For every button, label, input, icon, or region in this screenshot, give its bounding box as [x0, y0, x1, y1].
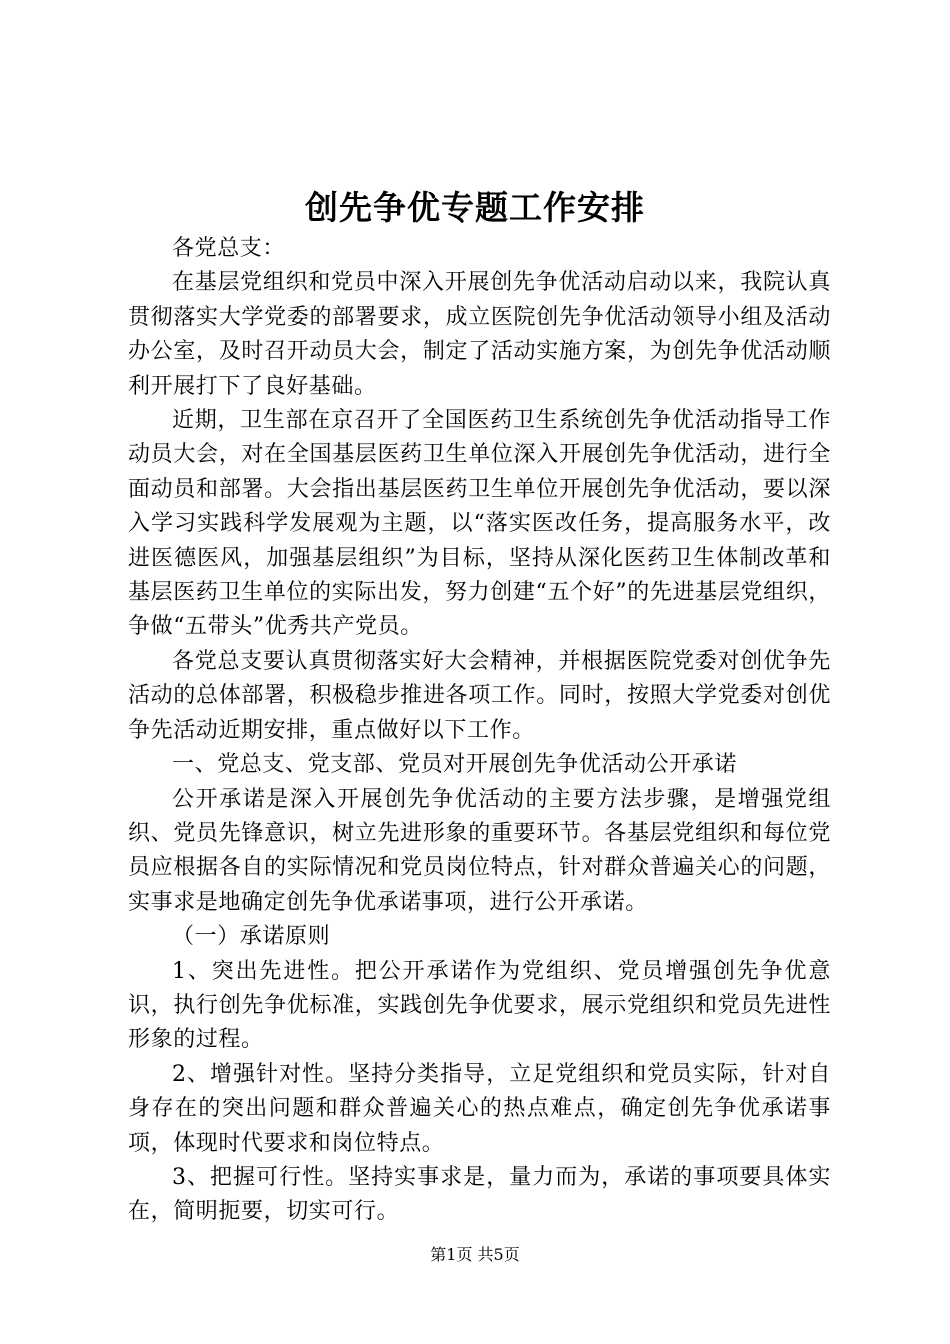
list-item: 2、增强针对性。坚持分类指导，立足党组织和党员实际，针对自身存在的突出问题和群众普遍关心的热点难点，确定创先争优承诺事项，体现时代要求和岗位特点。 [128, 1061, 831, 1156]
section-heading: 一、党总支、党支部、党员对开展创先争优活动公开承诺 [172, 752, 738, 778]
document-title: 创先争优专题工作安排 [305, 188, 645, 227]
salutation: 各党总支： [172, 236, 286, 261]
paragraph: 近期，卫生部在京召开了全国医药卫生系统创先争优活动指导工作动员大会，对在全国基层医药卫生单位深入开展创先争优活动，进行全面动员和部署。大会指出基层医药卫生单位开展创先争优活动，要以深入学习实践科学发展观为主题，以“落实医改任务，提高服务水平，改进医德医风，加强基层组织”为目标，坚持从深化医药卫生体制改革和基层医药卫生单位的实际出发，努力创建“五个好”的先进基层党组织，争做“五带头”优秀共产党员。 [128, 408, 831, 640]
list-item: 3、把握可行性。坚持实事求是，量力而为，承诺的事项要具体实在，简明扼要，切实可行。 [128, 1164, 831, 1225]
subsection-heading: （一）承诺原则 [172, 924, 331, 950]
list-item: 1、突出先进性。把公开承诺作为党组织、党员增强创先争优意识，执行创先争优标准，实践创先争优要求，展示党组织和党员先进性形象的过程。 [128, 958, 831, 1053]
paragraph: 在基层党组织和党员中深入开展创先争优活动启动以来，我院认真贯彻落实大学党委的部署要求，成立医院创先争优活动领导小组及活动办公室，及时召开动员大会，制定了活动实施方案，为创先争优活动顺利开展打下了良好基础。 [128, 270, 831, 399]
document-body [128, 232, 831, 1230]
paragraph: 公开承诺是深入开展创先争优活动的主要方法步骤，是增强党组织、党员先锋意识，树立先进形象的重要环节。各基层党组织和每位党员应根据各自的实际情况和党员岗位特点，针对群众普遍关心的问题，实事求是地确定创先争优承诺事项，进行公开承诺。 [128, 786, 831, 915]
page-footer: 第1页 共5页 [430, 1245, 520, 1264]
paragraph: 各党总支要认真贯彻落实好大会精神，并根据医院党委对创优争先活动的总体部署，积极稳步推进各项工作。同时，按照大学党委对创优争先活动近期安排，重点做好以下工作。 [128, 648, 831, 743]
